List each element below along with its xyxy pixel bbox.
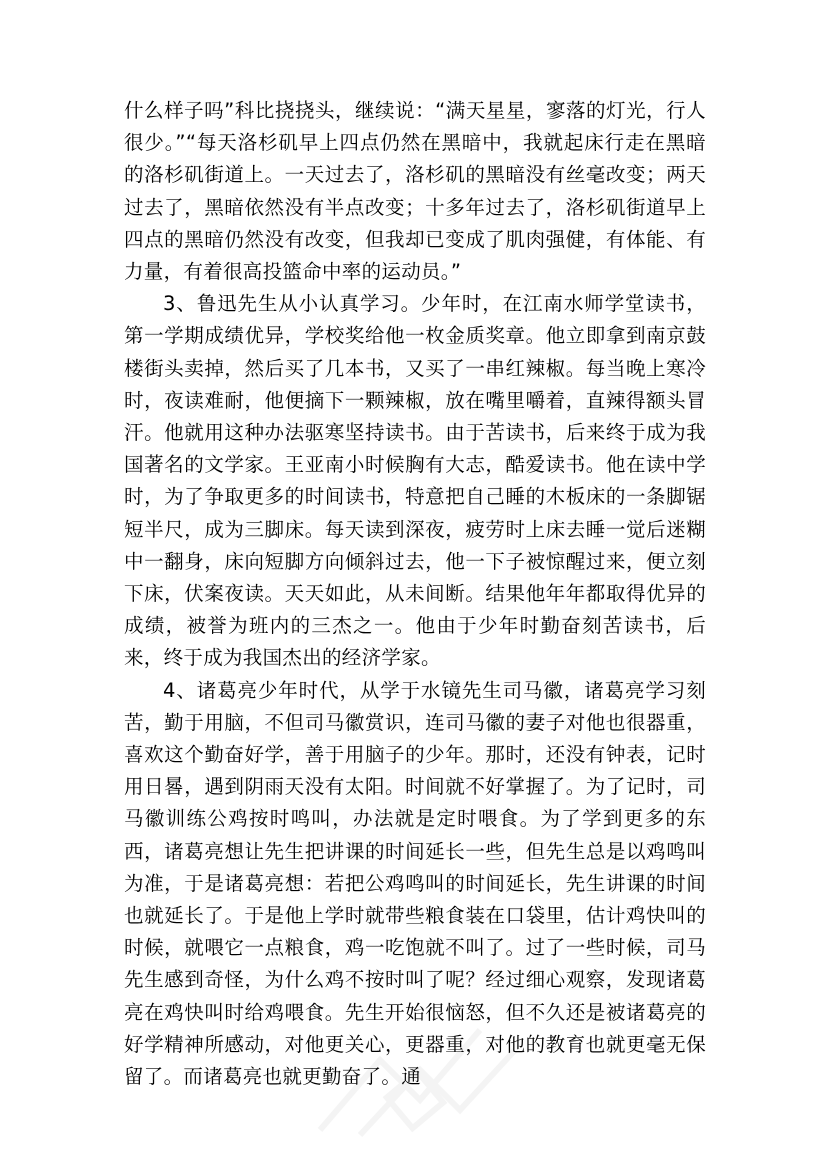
paragraph-luxun-story: 3、鲁迅先生从小认真学习。少年时，在江南水师学堂读书，第一学期成绩优异，学校奖给他一枚金质奖章。他立即拿到南京鼓楼街头卖掉，然后买了几本书，又买了一串红辣椒。每当晚上寒冷时，夜读难耐，他便摘下一颗辣椒，放在嘴里嚼着，直辣得额头冒汗。他就用这种办法驱寒坚持读书。由于苦读书，后来终于成为我国著名的文学家。王亚南小时候胸有大志，酷爱读书。他在读中学时，为了争取更多的时间读书，特意把自己睡的木板床的一条脚锯短半尺，成为三脚床。每天读到深夜，疲劳时上床去睡一觉后迷糊中一翻身，床向短脚方向倾斜过去，他一下子被惊醒过来，便立刻下床，伏案夜读。天天如此，从未间断。结果他年年都取得优异的成绩，被誉为班内的三杰之一。他由于少年时勤奋刻苦读书，后来，终于成为我国杰出的经济学家。	[124, 292, 706, 670]
paragraph-zhuge-liang-story: 4、诸葛亮少年时代，从学于水镜先生司马徽，诸葛亮学习刻苦，勤于用脑，不但司马徽赏识，连司马徽的妻子对他也很器重，喜欢这个勤奋好学，善于用脑子的少年。那时，还没有钟表，记时用日晷，遇到阴雨天没有太阳。时间就不好掌握了。为了记时，司马徽训练公鸡按时鸣叫，办法就是定时喂食。为了学到更多的东西，诸葛亮想让先生把讲课的时间延长一些，但先生总是以鸡鸣叫为准，于是诸葛亮想：若把公鸡鸣叫的时间延长，先生讲课的时间也就延长了。于是他上学时就带些粮食装在口袋里，估计鸡快叫的时候，就喂它一点粮食，鸡一吃饱就不叫了。过了一些时候，司马先生感到奇怪，为什么鸡不按时叫了呢？经过细心观察，发现诸葛亮在鸡快叫时给鸡喂食。先生开始很恼怒，但不久还是被诸葛亮的好学精神所感动，对他更关心，更器重，对他的教育也就更毫无保留了。而诸葛亮也就更勤奋了。通	[124, 678, 706, 1089]
paragraph-kobe-story: 什么样子吗”科比挠挠头，继续说：“满天星星，寥落的灯光，行人很少。”“每天洛杉矶早上四点仍然在黑暗中，我就起床行走在黑暗的洛杉矶街道上。一天过去了，洛杉矶的黑暗没有丝毫改变；两天过去了，黑暗依然没有半点改变；十多年过去了，洛杉矶街道早上四点的黑暗仍然没有改变，但我却已变成了肌肉强健，有体能、有力量，有着很高投篮命中率的运动员。”	[124, 99, 706, 284]
body-text	[124, 95, 706, 1093]
